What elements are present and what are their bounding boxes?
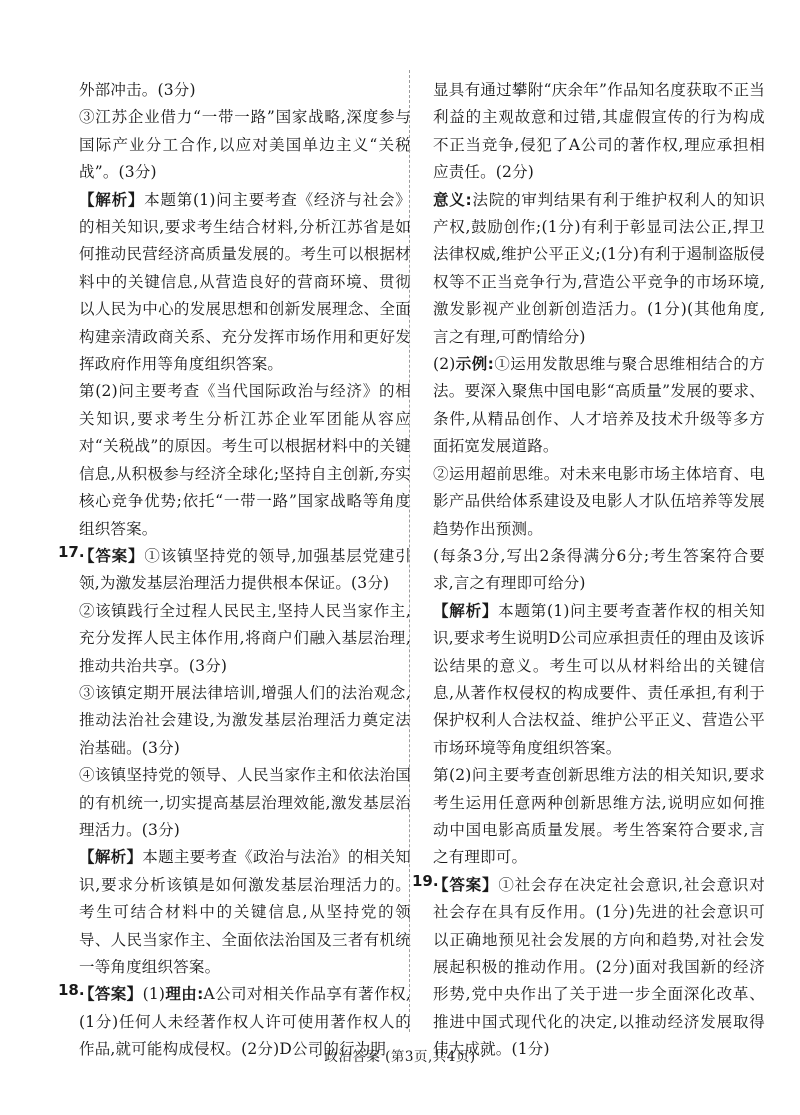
page-footer: · 政治答案 (第3页,共4页) · bbox=[314, 1049, 486, 1065]
answer-tag: 【答案】 bbox=[79, 546, 145, 565]
analysis-text: 本题第(1)问主要考查著作权的相关知识,要求考生说明D公司应承担责任的理由及该诉讼结果的意义。考生可以从材料给出的关键信息,从著作权侵权的构成要件、责任承担,有利于保护权利人合法权益、维护公平正义、营造公平市场环境等角度组织答案。 bbox=[433, 601, 765, 757]
answer-tag: 【答案】 bbox=[433, 875, 499, 894]
analysis-tag: 【解析】 bbox=[79, 848, 143, 867]
answer-text: A公司对相关作品享有著作权,(1分)任何人未经著作权人许可使用著作权人的作品,就可能构成侵权。(2分)D公司的行为明 bbox=[79, 985, 411, 1059]
analysis-18-part1 bbox=[433, 598, 765, 762]
answer-text: ①运用发散思维与聚合思维相结合的方法。要深入聚焦中国电影“高质量”发展的要求、条件,从精品创作、人才培养及技术升级等多方面拓宽发展道路。 bbox=[433, 355, 765, 456]
answer-17-2: ②该镇践行全过程人民民主,坚持人民当家作主,充分发挥人民主体作用,将商户们融入基层治理,推动共治共享。(3分) bbox=[79, 601, 411, 675]
answer-18-significance bbox=[433, 187, 765, 351]
answer-18-2-second: ②运用超前思维。对未来电影市场主体培育、电影产品供给体系建设及电影人才队伍培养等发展趋势作出预测。 bbox=[433, 464, 765, 538]
question-number-18: 18. bbox=[58, 981, 85, 1000]
analysis-16-part2: 第(2)问主要考查《当代国际政治与经济》的相关知识,要求考生分析江苏企业军团能从容应对“关税战”的原因。考生可以根据材料中的关键信息,从积极参与经济全球化;坚持自主创新,夯实核心竞争优势;依托“一带一路”国家战略等角度组织答案。 bbox=[79, 382, 411, 538]
answer-17-3: ③该镇定期开展法律培训,增强人们的法治观念,推动法治社会建设,为激发基层治理活力奠定法治基础。(3分) bbox=[79, 683, 411, 757]
significance-label: 意义: bbox=[433, 190, 472, 209]
scoring-note: (每条3分,写出2条得满分6分;考生答案符合要求,言之有理即可给分) bbox=[433, 546, 765, 593]
example-label: 示例: bbox=[455, 355, 495, 374]
question-number-19: 19. bbox=[412, 871, 439, 890]
question-19-block bbox=[412, 871, 765, 1064]
answer-tag: 【答案】 bbox=[79, 985, 143, 1004]
column-divider bbox=[409, 70, 410, 1032]
analysis-text: 本题主要考查《政治与法治》的相关知识,要求分析该镇是如何激发基层治理活力的。考生可结合材料中的关键信息,从坚持党的领导、人民当家作主、全面依法治国及三者有机统一等角度组织答案。 bbox=[79, 848, 411, 976]
question-number-17: 17. bbox=[58, 542, 85, 561]
answer-text: ①社会存在决定社会意识,社会意识对社会存在具有反作用。(1分)先进的社会意识可以正确地预见社会发展的方向和趋势,对社会发展起积极的推动作用。(2分)面对我国新的经济形势,党中央作出了关于进一步全面深化改革、推进中国式现代化的决定,以推动经济发展取得伟大成就。(1分) bbox=[433, 875, 765, 1059]
analysis-tag: 【解析】 bbox=[79, 190, 145, 209]
answer-19 bbox=[433, 872, 765, 1064]
sub-question-label: (1) bbox=[142, 985, 166, 1004]
answer-17-1 bbox=[79, 543, 411, 598]
analysis-tag: 【解析】 bbox=[433, 601, 499, 620]
answer-18-2-example bbox=[433, 351, 765, 461]
answer-17-4: ④该镇坚持党的领导、人民当家作主和依法治国的有机统一,切实提高基层治理效能,激发基层治理活力。(3分) bbox=[79, 766, 411, 839]
sub-question-label: (2) bbox=[433, 355, 456, 374]
question-17-block bbox=[58, 542, 411, 598]
answer-text: 法院的审判结果有利于维护权利人的知识产权,鼓励创作;(1分)有利于彰显司法公正,捍卫法律权威,维护公平正义;(1分)有利于遏制盗版侵权等不正当竞争行为,营造公平竞争的市场环境,激发影视产业创新创造活力。(1分)(其他角度,言之有理,可酌情给分) bbox=[433, 190, 765, 346]
left-para-2: ③江苏企业借力“一带一路”国家战略,深度参与国际产业分工合作,以应对美国单边主义“关税战”。(3分) bbox=[79, 108, 411, 182]
answer-18-continued: 显具有通过攀附“庆余年”作品知名度获取不正当利益的主观故意和过错,其虚假宣传的行为构成不正当竞争,侵犯了A公司的著作权,理应承担相应责任。(2分) bbox=[433, 81, 765, 182]
right-column bbox=[412, 77, 765, 1064]
left-column bbox=[58, 77, 411, 1064]
left-para-1: 外部冲击。(3分) bbox=[79, 81, 196, 99]
answer-text: ①该镇坚持党的领导,加强基层党建引领,为激发基层治理活力提供根本保证。(3分) bbox=[79, 546, 411, 593]
reason-label: 理由: bbox=[165, 985, 204, 1004]
analysis-16-part1 bbox=[79, 187, 411, 379]
analysis-17 bbox=[79, 844, 411, 981]
analysis-18-part2: 第(2)问主要考查创新思维方法的相关知识,要求考生运用任意两种创新思维方法,说明应如何推动中国电影高质量发展。考生答案符合要求,言之有理即可。 bbox=[433, 766, 765, 867]
analysis-text: 本题第(1)问主要考查《经济与社会》的相关知识,要求考生结合材料,分析江苏省是如何推动民营经济高质量发展的。考生可以根据材料中的关键信息,从营造良好的营商环境、贯彻以人民为中心的发展思想和创新发展理念、全面构建亲清政商关系、充分发挥市场作用和更好发挥政府作用等角度组织答案。 bbox=[79, 190, 411, 374]
